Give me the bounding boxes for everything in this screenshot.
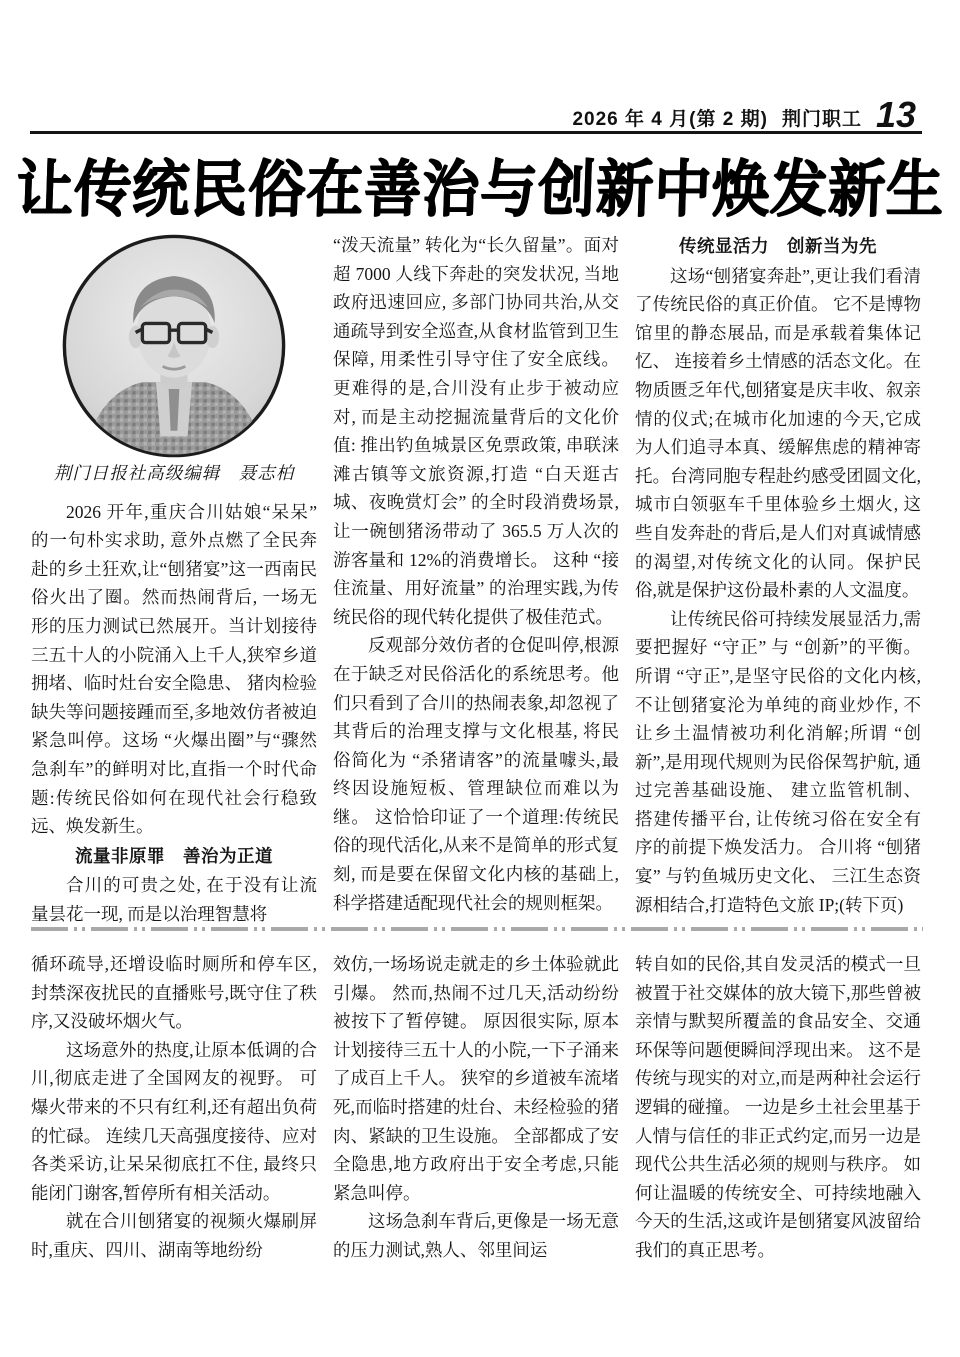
article-paragraph: 2026 开年,重庆合川姑娘“呆呆”的一句朴实求助, 意外点燃了全民奔赴的乡土狂欢,让“刨猪宴”这一西南民俗火出了圈。然而热闹背后, 一场无形的压力测试已然展开。当计划接待三五十人的小院涌入上千人,狭窄乡道拥堵、临时灶台安全隐患、 猪肉检验缺失等问题接踵而至,多地效仿者被迫紧急叫停。这场 “火爆出圈”与“骤然急刹车”的鲜明对比,直指一个时代命题:传统民俗如何在现代社会行稳致远、焕发新生。 — [31, 501, 317, 837]
article-paragraph: 这场急刹车背后,更像是一场无意的压力测试,熟人、邻里间运 — [333, 1211, 619, 1260]
article-paragraph: “泼天流量” 转化为“长久留量”。面对超 7000 人线下奔赴的突发状况, 当地政府迅速回应, 多部门协同共治,从交通疏导到安全巡查,从食材监管到卫生保障, 用柔性引导守住了安全底线。更难得的是,合川没有止步于被动应对, 而是主动挖掘流量背后的文化价值: 推出钓鱼城景区免票政策, 串联涞滩古镇等文旅资源,打造 “白天逛古城、夜晚赏灯会” 的全时段消费场景, 让一碗刨猪汤带动了 365.5 万人次的游客量和 12%的消费增长。 这种 “接住流量、用好流量” 的治理实践,为传统民俗的现代转化提供了极佳范式。 — [333, 235, 619, 627]
article-paragraph: 这场“刨猪宴奔赴”,更让我们看清了传统民俗的真正价值。 它不是博物馆里的静态展品, 而是承载着集体记忆、 连接着乡土情感的活态文化。在物质匮乏年代,刨猪宴是庆丰收、叙亲情的仪式;在城市化加速的今天,它成为人们追寻本真、缓解焦虑的精神寄托。台湾同胞专程赴约感受团圆文化, 城市白领驱车千里体验乡土烟火, 这些自发奔赴的背后,是人们对真诚情感的渴望,对传统文化的认同。保护民俗,就是保护这份最朴素的人文温度。 — [635, 265, 921, 601]
photo-caption: 荆门日报社高级编辑 聂志柏 — [53, 463, 295, 483]
author-portrait-photo — [61, 233, 287, 459]
article-top-section — [31, 231, 923, 923]
column-1 — [31, 231, 317, 923]
section-divider — [31, 927, 923, 931]
article-paragraph: 就在合川刨猪宴的视频火爆刷屏时,重庆、四川、湖南等地纷纷 — [31, 1211, 317, 1260]
column-2 — [333, 231, 619, 923]
article-paragraph: 循环疏导,还增设临时厕所和停车区, 封禁深夜扰民的直播账号,既守住了秩序,又没破坏烟火气。 — [31, 954, 317, 1032]
article-paragraph: 效仿,一场场说走就走的乡土体验就此引爆。 然而,热闹不过几天,活动纷纷被按下了暂停键。 原因很实际, 原本计划接待三五十人的小院,一下子涌来了成百上千人。 狭窄的乡道被车流堵死,而临时搭建的灶台、未经检验的猪肉、紧缺的卫生设施。 全部都成了安全隐患,地方政府出于安全考虑,只能紧急叫停。 — [333, 954, 619, 1203]
article-bottom-section — [31, 950, 923, 1310]
article-paragraph: 这场意外的热度,让原本低调的合川,彻底走进了全国网友的视野。 可爆火带来的不只有红利,还有超出负荷的忙碌。 连续几天高强度接待、应对各类采访,让呆呆彻底扛不住, 最终只能闭门谢客,暂停所有相关活动。 — [31, 1039, 317, 1203]
author-photo-block — [31, 233, 317, 488]
bottom-column-3 — [635, 950, 921, 1310]
page-header — [572, 92, 916, 134]
issue-date: 2026 年 4 月(第 2 期) — [572, 109, 768, 130]
column-1-text — [31, 498, 317, 929]
bottom-column-1 — [31, 950, 317, 1310]
article-paragraph: 反观部分效仿者的仓促叫停,根源在于缺乏对民俗活化的系统思考。他们只看到了合川的热闹表象,却忽视了其背后的治理支撑与文化根基, 将民俗简化为 “杀猪请客”的流量噱头,最终因设施短板、管理缺位而难以为继。 这恰恰印证了一个道理:传统民俗的现代活化,从来不是简单的形式复刻, 而是要在保留文化内核的基础上, 科学搭建适配现代社会的规则框架。 — [333, 635, 619, 913]
article-paragraph: 合川的可贵之处, 在于没有让流量昙花一现, 而是以治理智慧将 — [31, 875, 317, 924]
section-subhead: 传统显活力 创新当为先 — [679, 236, 877, 256]
article-paragraph: 让传统民俗可持续发展显活力,需要把握好 “守正” 与 “创新”的平衡。 所谓 “守正”,是坚守民俗的文化内核, 不让刨猪宴沦为单纯的商业炒作, 不让乡土温情被功利化消解;所谓 “创新”,是用现代规则为民俗保驾护航, 通过完善基础设施、 建立监管机制、 搭建传播平台, 让传统习俗在安全有序的前提下焕发活力。 合川将 “刨猪宴” 与钓鱼城历史文化、 三江生态资源相结合,打造特色文旅 IP;(转下页) — [635, 608, 921, 915]
article-paragraph: 转自如的民俗,其自发灵活的模式一旦被置于社交媒体的放大镜下,那些曾被亲情与默契所覆盖的食品安全、交通环保等问题便瞬间浮现出来。 这不是传统与现实的对立,而是两种社会运行逻辑的碰撞。 一边是乡土社会里基于人情与信任的非正式约定,而另一边是现代公共生活必须的规则与秩序。 如何让温暖的传统安全、可持续地融入今天的生活,这或许是刨猪宴风波留给我们的真正思考。 — [635, 954, 921, 1260]
page-number: 13 — [875, 94, 916, 135]
section-subhead: 流量非原罪 善治为正道 — [75, 845, 273, 866]
article-headline: 让传统民俗在善治与创新中焕发新生 — [14, 152, 946, 226]
bottom-column-2 — [333, 950, 619, 1310]
publication-name: 荆门职工 — [781, 109, 862, 130]
column-3 — [635, 231, 921, 923]
